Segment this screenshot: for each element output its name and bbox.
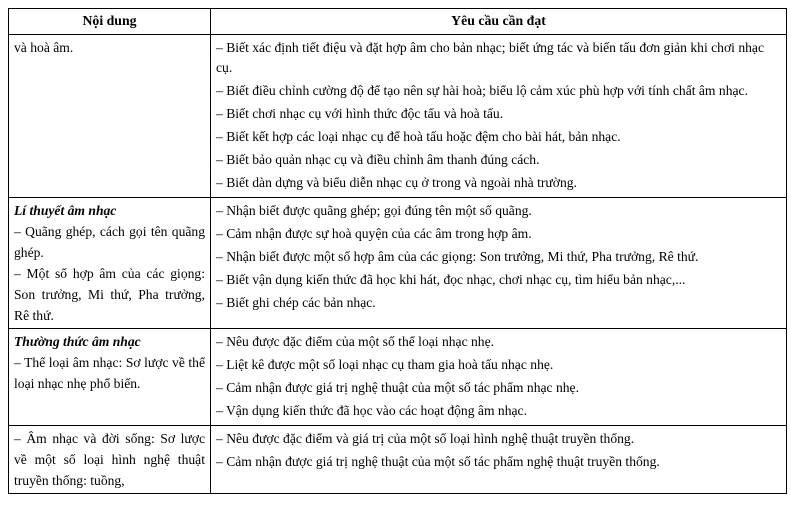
table-row: [9, 426, 787, 494]
requirements-cell: [211, 198, 787, 329]
requirement-item: – Nhận biết được quãng ghép; gọi đúng tên một số quãng.: [216, 203, 532, 218]
document-page: [8, 8, 786, 494]
requirement-item: – Biết xác định tiết điệu và đặt hợp âm cho bản nhạc; biết ứng tác và biến tấu đơn giản khi chơi nhạc cụ.: [216, 40, 764, 75]
requirement-item: – Biết điều chỉnh cường độ để tạo nên sự hài hoà; biểu lộ cảm xúc phù hợp với tính chất âm nhạc.: [216, 83, 748, 98]
requirements-cell: [211, 329, 787, 426]
requirement-item: – Biết bảo quản nhạc cụ và điều chỉnh âm thanh đúng cách.: [216, 152, 540, 167]
section-title: Thường thức âm nhạc: [14, 334, 141, 349]
content-line: – Âm nhạc và đời sống: Sơ lược về một số loại hình nghệ thuật truyền thống: tuồng,: [14, 431, 205, 488]
curriculum-table: [8, 8, 787, 494]
requirement-item: – Biết chơi nhạc cụ với hình thức độc tấu và hoà tấu.: [216, 106, 504, 121]
requirement-item: – Biết ghi chép các bản nhạc.: [216, 295, 376, 310]
header-requirements: Yêu cầu cần đạt: [211, 9, 787, 35]
requirement-item: – Vận dụng kiến thức đã học vào các hoạt động âm nhạc.: [216, 403, 527, 418]
requirement-item: – Liệt kê được một số loại nhạc cụ tham gia hoà tấu nhạc nhẹ.: [216, 357, 554, 372]
content-cell: [9, 35, 211, 198]
content-line: và hoà âm.: [14, 40, 74, 55]
requirements-cell: [211, 35, 787, 198]
content-cell: [9, 198, 211, 329]
requirement-item: – Biết kết hợp các loại nhạc cụ để hoà tấu hoặc đệm cho bài hát, bản nhạc.: [216, 129, 621, 144]
content-line: – Thể loại âm nhạc: Sơ lược về thể loại nhạc nhẹ phổ biến.: [14, 355, 205, 391]
requirement-item: – Biết vận dụng kiến thức đã học khi hát, đọc nhạc, chơi nhạc cụ, tìm hiểu bản nhạc,...: [216, 272, 686, 287]
section-title: Lí thuyết âm nhạc: [14, 203, 117, 218]
header-content: Nội dung: [9, 9, 211, 35]
content-cell: [9, 329, 211, 426]
requirement-item: – Cảm nhận được giá trị nghệ thuật của một số tác phẩm nghệ thuật truyền thống.: [216, 454, 660, 469]
content-line: – Một số hợp âm của các giọng: Son trưởng, Mi thứ, Pha trưởng, Rê thứ.: [14, 266, 205, 323]
content-line: – Quãng ghép, cách gọi tên quãng ghép.: [14, 224, 205, 260]
requirement-item: – Biết dàn dựng và biểu diễn nhạc cụ ở trong và ngoài nhà trường.: [216, 175, 577, 190]
table-header-row: [9, 9, 787, 35]
requirement-item: – Nêu được đặc điểm của một số thể loại nhạc nhẹ.: [216, 334, 495, 349]
requirements-cell: [211, 426, 787, 494]
content-cell: [9, 426, 211, 494]
table-row: [9, 329, 787, 426]
table-row: [9, 198, 787, 329]
table-row: [9, 35, 787, 198]
requirement-item: – Cảm nhận được sự hoà quyện của các âm trong hợp âm.: [216, 226, 532, 241]
requirement-item: – Nhận biết được một số hợp âm của các giọng: Son trưởng, Mi thứ, Pha trưởng, Rê thứ.: [216, 249, 699, 264]
requirement-item: – Nêu được đặc điểm và giá trị của một số loại hình nghệ thuật truyền thống.: [216, 431, 635, 446]
requirement-item: – Cảm nhận được giá trị nghệ thuật của một số tác phẩm nhạc nhẹ.: [216, 380, 579, 395]
